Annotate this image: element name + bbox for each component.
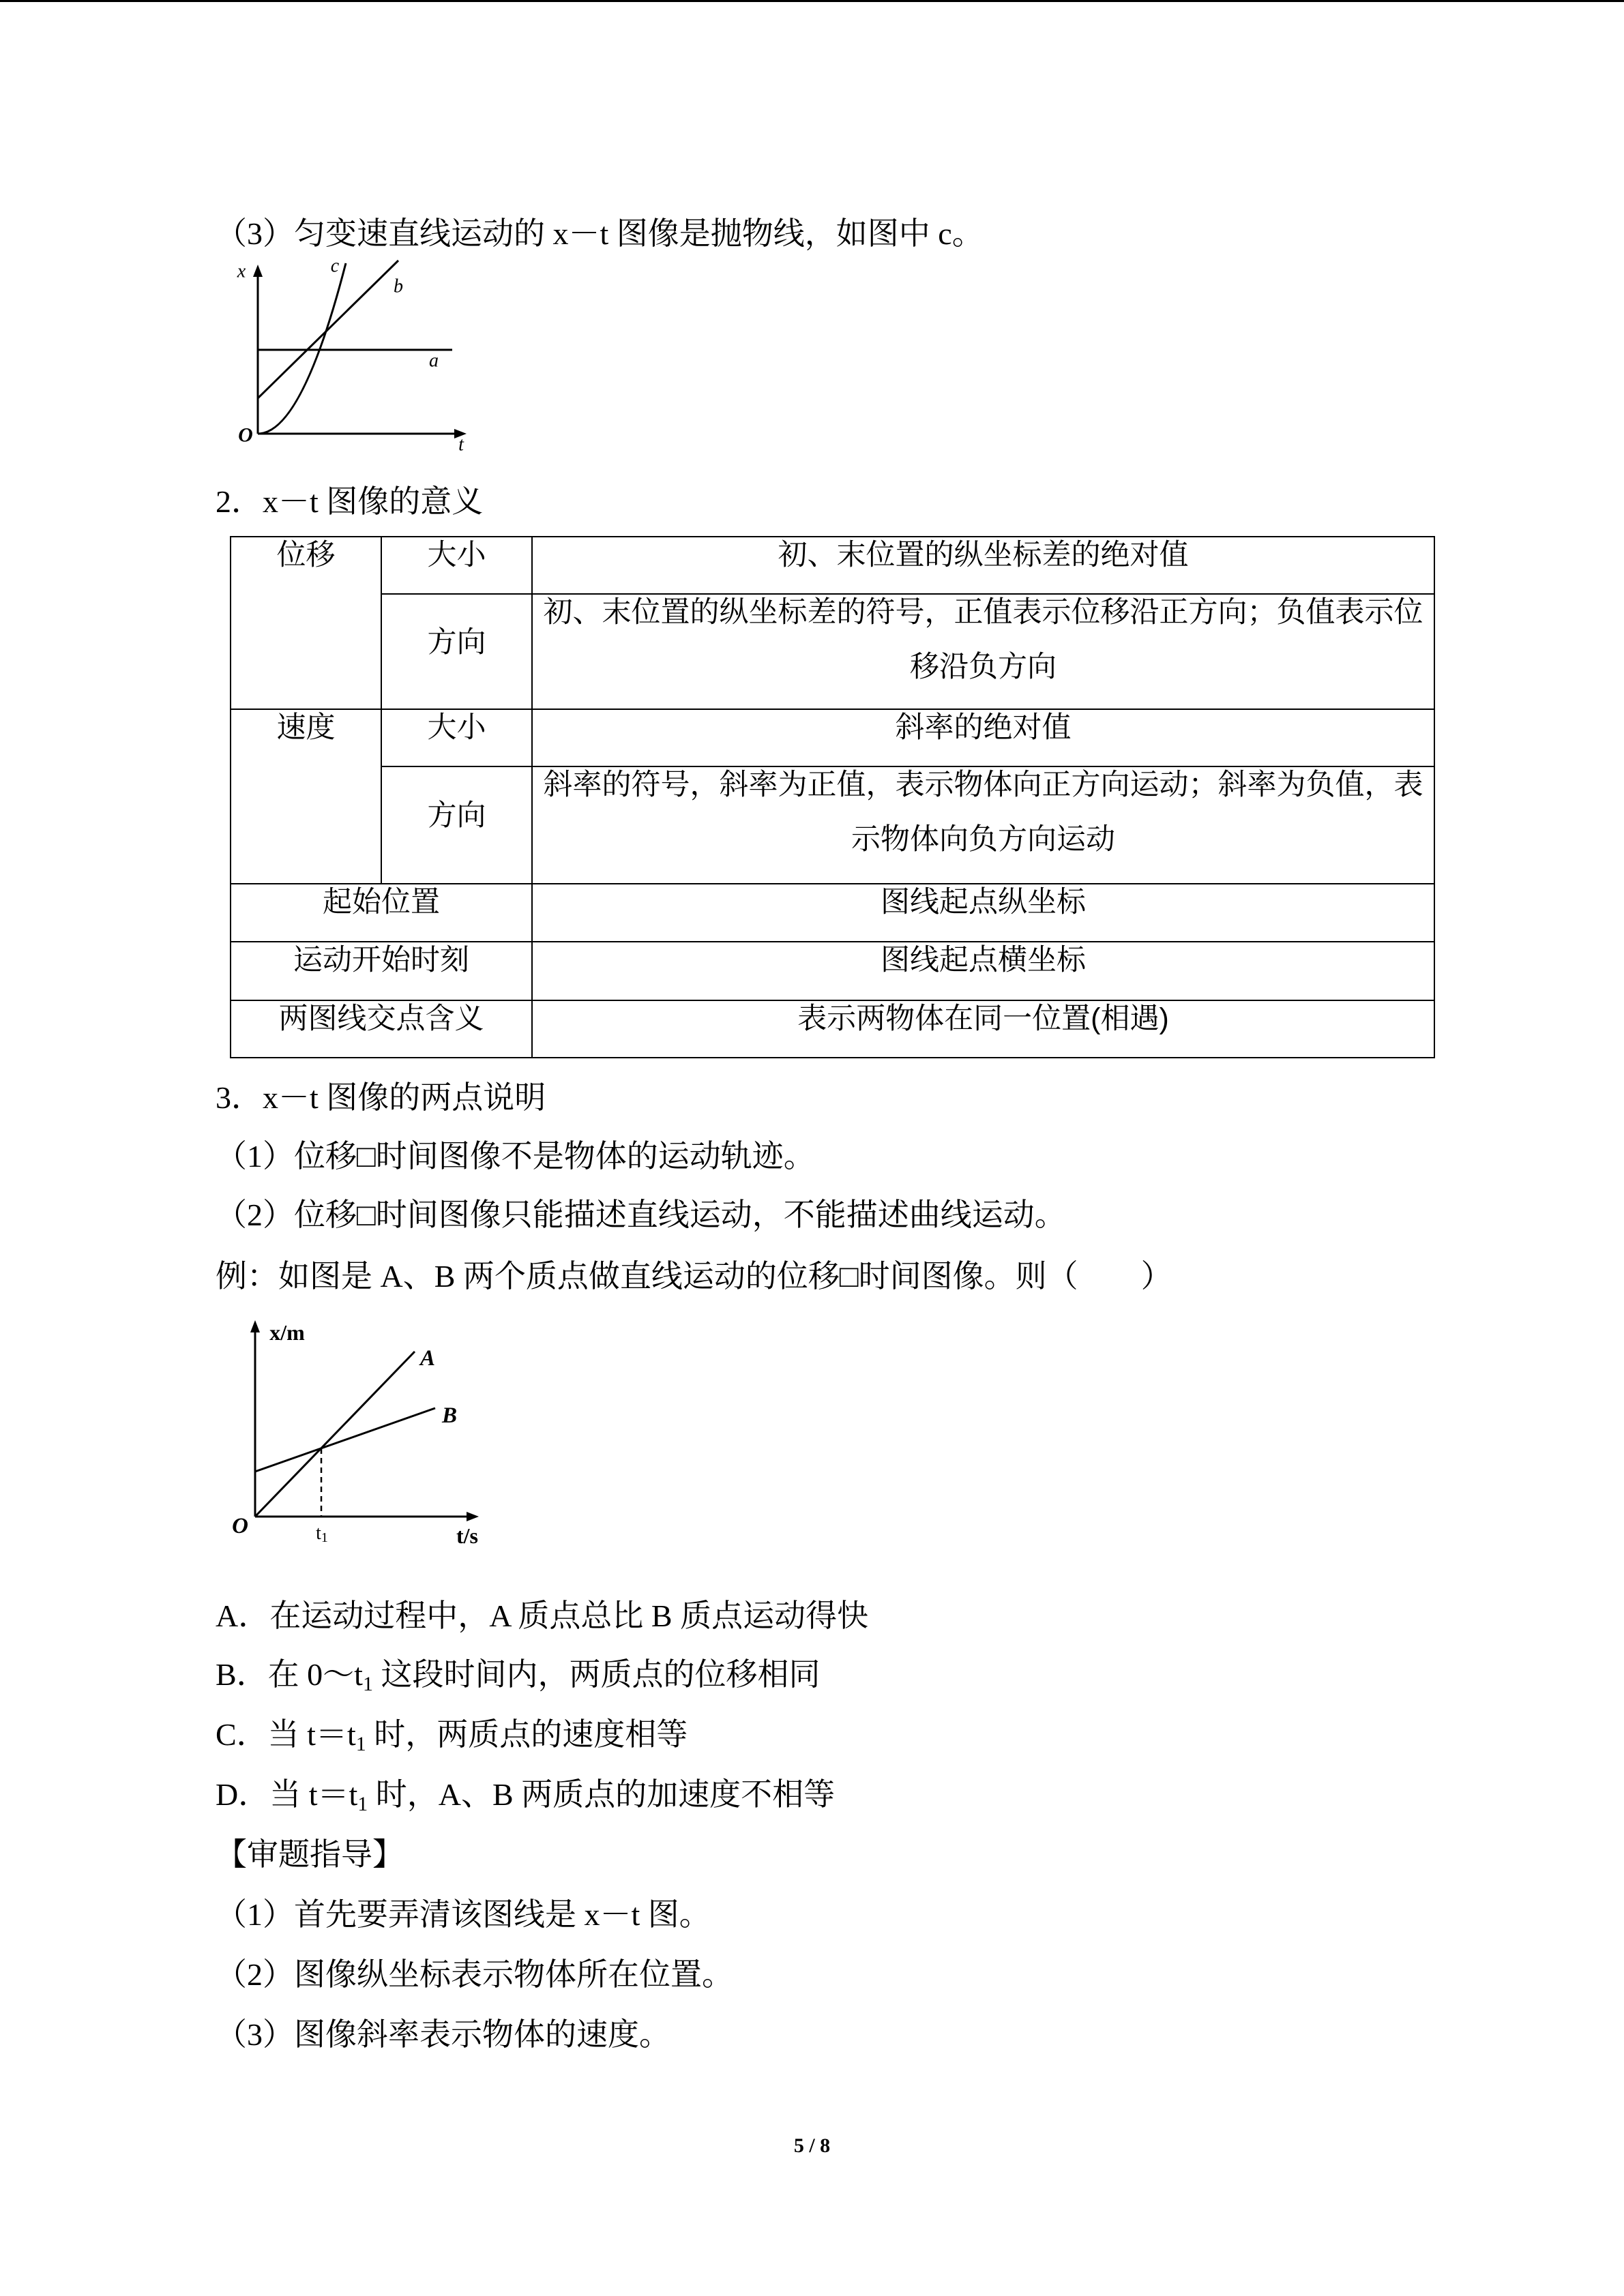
guide-point-1: （1）首先要弄清该图线是 x－t 图。 xyxy=(216,1897,711,1932)
section-2-heading: 2．x－t 图像的意义 xyxy=(216,484,484,519)
curve-c-label: c xyxy=(330,255,340,277)
option-b-text-rest: 这段时间内，两质点的位移相同 xyxy=(372,1657,821,1692)
t1-tick-label xyxy=(316,1523,328,1546)
line-B xyxy=(255,1408,435,1472)
option-c-text: C．当 t＝t xyxy=(216,1717,356,1752)
guide-point-2: （2）图像纵坐标表示物体所在位置。 xyxy=(216,1957,733,1992)
direction-label: 方向 xyxy=(427,625,486,659)
x-axis-label: t/s xyxy=(456,1523,478,1548)
subscript: 1 xyxy=(357,1793,368,1815)
meaning-text-line: 斜率的符号，斜率为正值，表示物体向正方向运动；斜率为负值，表 xyxy=(543,769,1423,801)
cell-velocity-direction-meaning xyxy=(532,766,1434,884)
meaning-text-line: 示物体向负方向运动 xyxy=(851,823,1115,856)
row-label: 两图线交点含义 xyxy=(278,1002,484,1035)
line-b xyxy=(258,260,398,398)
option-b xyxy=(216,1654,820,1695)
y-axis-label: x xyxy=(237,260,246,282)
t1-subscript: 1 xyxy=(321,1530,328,1545)
parabola-note: （3）匀变速直线运动的 x－t 图像是抛物线，如图中 c。 xyxy=(216,216,984,251)
cell-velocity-direction-label xyxy=(381,766,532,884)
line-b-label: b xyxy=(394,275,403,297)
y-axis-arrow-icon xyxy=(253,265,263,277)
velocity-label: 速度 xyxy=(276,711,336,744)
section-3-point-2: （2）位移□时间图像只能描述直线运动，不能描述曲线运动。 xyxy=(216,1197,1066,1232)
subscript: 1 xyxy=(362,1673,373,1695)
meaning-text: 表示两物体在同一位置(相遇) xyxy=(797,1002,1169,1035)
page-top-rule xyxy=(0,0,1624,2)
t1-base: t xyxy=(316,1522,321,1544)
displacement-label: 位移 xyxy=(276,539,336,571)
origin-label: O xyxy=(238,423,253,447)
line-B-label: B xyxy=(441,1403,458,1428)
option-d-text-rest: 时，A、B 两质点的加速度不相等 xyxy=(368,1777,836,1812)
table-row xyxy=(231,1000,1434,1058)
x-axis-arrow-icon xyxy=(467,1512,479,1521)
option-b-text: B．在 0～t xyxy=(216,1657,363,1692)
option-a: A．在运动过程中，A 质点总比 B 质点运动得快 xyxy=(216,1598,869,1633)
cell-velocity-magnitude-label xyxy=(381,709,532,766)
page-number: 5 / 8 xyxy=(793,2134,831,2157)
line-A xyxy=(255,1352,415,1517)
option-c-text-rest: 时，两质点的速度相等 xyxy=(366,1717,688,1752)
section-3-heading: 3．x－t 图像的两点说明 xyxy=(216,1080,546,1115)
row-label: 运动开始时刻 xyxy=(293,944,469,976)
meaning-text: 斜率的绝对值 xyxy=(895,711,1072,744)
option-d-text: D．当 t＝t xyxy=(216,1777,358,1812)
line-a-label: a xyxy=(429,350,439,372)
guide-point-3: （3）图像斜率表示物体的速度。 xyxy=(216,2017,670,2052)
cell-displacement-magnitude-label xyxy=(381,537,532,594)
origin-label: O xyxy=(232,1514,248,1538)
line-A-label: A xyxy=(419,1346,436,1371)
cell-intersection-meaning xyxy=(532,1000,1434,1058)
magnitude-label: 大小 xyxy=(427,539,486,571)
xt-graph-figure-abc xyxy=(225,245,484,457)
subscript: 1 xyxy=(355,1733,366,1755)
example-xt-graph-figure xyxy=(225,1309,498,1555)
magnitude-label: 大小 xyxy=(427,711,486,744)
y-axis-arrow-icon xyxy=(250,1320,260,1332)
meaning-text-line: 初、末位置的纵坐标差的符号，正值表示位移沿正方向；负值表示位 xyxy=(543,596,1423,629)
xt-meaning-table xyxy=(230,536,1435,1058)
x-axis-label: t xyxy=(458,434,464,456)
y-axis-label: x/m xyxy=(269,1320,305,1345)
curve-c xyxy=(258,263,346,434)
table-row xyxy=(231,766,1434,884)
cell-intersection-label xyxy=(231,1000,532,1058)
cell-displacement-direction-meaning xyxy=(532,594,1434,709)
option-d xyxy=(216,1774,835,1815)
meaning-text: 图线起点纵坐标 xyxy=(881,886,1086,919)
example-question: 例：如图是 A、B 两个质点做直线运动的位移□时间图像。则（ ） xyxy=(216,1259,1172,1294)
cell-velocity-header xyxy=(231,709,381,884)
meaning-text: 初、末位置的纵坐标差的绝对值 xyxy=(778,539,1189,571)
option-c xyxy=(216,1714,688,1755)
direction-label: 方向 xyxy=(427,799,486,832)
meaning-text-line: 移沿负方向 xyxy=(910,651,1057,683)
cell-displacement-header xyxy=(231,537,381,709)
cell-displacement-direction-label xyxy=(381,594,532,709)
meaning-text: 图线起点横坐标 xyxy=(881,944,1086,976)
guide-heading: 【审题指导】 xyxy=(216,1837,404,1872)
row-label: 起始位置 xyxy=(323,886,440,919)
table-row xyxy=(231,594,1434,709)
section-3-point-1: （1）位移□时间图像不是物体的运动轨迹。 xyxy=(216,1139,815,1174)
